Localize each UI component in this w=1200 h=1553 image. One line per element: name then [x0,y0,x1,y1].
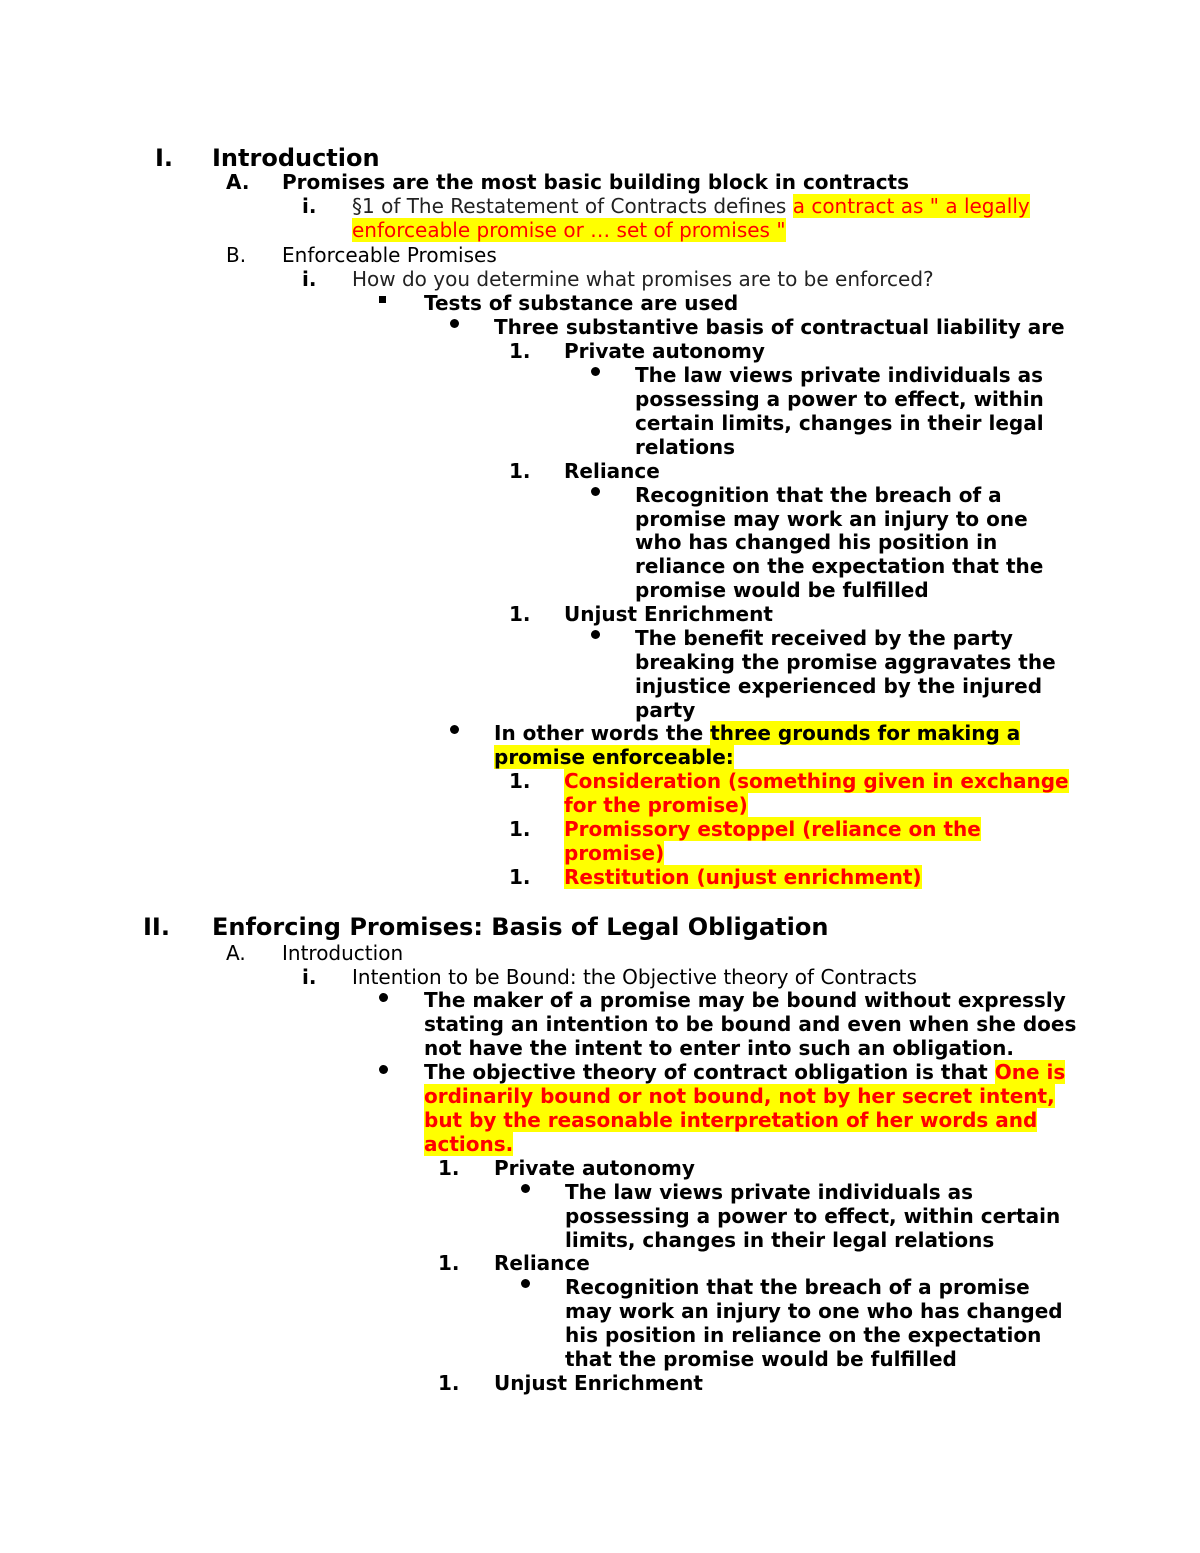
basis-name: Unjust Enrichment [564,602,773,626]
basis-name: Reliance [494,1251,590,1275]
other-words-line-1 [494,721,1020,745]
bases-intro: Three substantive basis of contractual liability are [494,315,1065,339]
basis-desc: promise may work an injury to one [635,507,1028,531]
other-words-line-2 [494,745,734,769]
basis-desc: certain limits, changes in their legal [635,411,1044,435]
basis-desc: The benefit received by the party [635,626,1013,650]
basis-desc: party [635,698,696,722]
bullet-icon [379,1065,388,1074]
basis-name: Private autonomy [564,339,765,363]
objective-highlight: but by the reasonable interpretation of her words and [424,1108,1038,1132]
square-bullet-icon [379,296,386,303]
intention-text: Intention to be Bound: the Objective theory of Contracts [352,965,917,989]
basis-desc: relations [635,435,736,459]
ground-text [564,769,1069,793]
bullet-icon [591,630,600,639]
list-number: 1. [438,1156,460,1180]
list-number: 1. [509,817,531,841]
basis-name: Private autonomy [494,1156,695,1180]
basis-desc: who has changed his position in [635,530,998,554]
tests-text: Tests of substance are used [424,291,739,315]
subsection-heading: Enforceable Promises [282,243,497,267]
question-text: How do you determine what promises are to be enforced? [352,267,934,291]
basis-desc: injustice experienced by the injured [635,674,1043,698]
list-number: 1. [509,769,531,793]
ground-highlight: Restitution (unjust enrichment) [564,865,922,889]
subsection-letter: A. [226,170,250,194]
item-numeral: i. [302,965,317,989]
maker-text: not have the intent to enter into such an obligation. [424,1036,1014,1060]
basis-desc: his position in reliance on the expectation [565,1323,1042,1347]
basis-desc: The law views private individuals as [635,363,1043,387]
restatement-line-2 [352,218,786,242]
bullet-icon [521,1279,530,1288]
restatement-highlight-2: enforceable promise or … set of promises " [352,218,786,242]
maker-text: The maker of a promise may be bound without expressly [424,988,1066,1012]
objective-line [424,1084,1055,1108]
list-number: 1. [438,1371,460,1395]
item-numeral: i. [302,267,317,291]
list-number: 1. [509,865,531,889]
subsection-heading: Promises are the most basic building block in contracts [282,170,910,194]
ground-text [564,841,664,865]
basis-desc: breaking the promise aggravates the [635,650,1056,674]
subsection-heading: Introduction [282,941,404,965]
bullet-icon [521,1184,530,1193]
list-number: 1. [509,339,531,363]
restatement-line-1 [352,194,1030,218]
basis-desc: reliance on the expectation that the [635,554,1044,578]
other-words-highlight-1: three grounds for making a [710,721,1021,745]
ground-text [564,865,922,889]
basis-desc: may work an injury to one who has changed [565,1299,1063,1323]
objective-line [424,1132,513,1156]
basis-desc: possessing a power to effect, within certain [565,1204,1061,1228]
basis-name: Reliance [564,459,660,483]
list-number: 1. [509,459,531,483]
ground-highlight: Promissory estoppel (reliance on the [564,817,981,841]
bullet-icon [450,725,459,734]
ground-highlight: for the promise) [564,793,748,817]
maker-text: stating an intention to be bound and even when she does [424,1012,1077,1036]
basis-desc: that the promise would be fulfilled [565,1347,957,1371]
ground-highlight: Consideration (something given in exchange [564,769,1069,793]
basis-desc: The law views private individuals as [565,1180,973,1204]
subsection-letter: A. [226,941,246,965]
restatement-highlight-1: a contract as " a legally [792,194,1030,218]
objective-highlight: One is [994,1060,1066,1084]
section-numeral: I. [155,144,174,172]
basis-desc: promise would be fulfilled [635,578,929,602]
restatement-plain: §1 of The Restatement of Contracts defines [352,194,793,218]
other-words-plain: In other words the [494,721,711,745]
ground-text [564,793,748,817]
basis-desc: Recognition that the breach of a [635,483,1002,507]
bullet-icon [450,319,459,328]
basis-desc: possessing a power to effect, within [635,387,1044,411]
ground-text [564,817,981,841]
list-number: 1. [509,602,531,626]
objective-highlight: ordinarily bound or not bound, not by her secret intent, [424,1084,1055,1108]
bullet-icon [591,487,600,496]
section-title: Introduction [212,144,380,172]
basis-desc: limits, changes in their legal relations [565,1228,995,1252]
item-numeral: i. [302,194,317,218]
section-numeral: II. [143,913,170,941]
bullet-icon [591,367,600,376]
objective-line [424,1108,1037,1132]
basis-name: Unjust Enrichment [494,1371,703,1395]
ground-highlight: promise) [564,841,665,865]
basis-desc: Recognition that the breach of a promise [565,1275,1030,1299]
objective-highlight: actions. [424,1132,514,1156]
objective-plain: The objective theory of contract obligation is that [424,1060,995,1084]
objective-line-1 [424,1060,1065,1084]
other-words-highlight-2: promise enforceable: [494,745,734,769]
section-title: Enforcing Promises: Basis of Legal Obligation [212,913,829,941]
subsection-letter: B. [226,243,247,267]
bullet-icon [379,993,388,1002]
list-number: 1. [438,1251,460,1275]
